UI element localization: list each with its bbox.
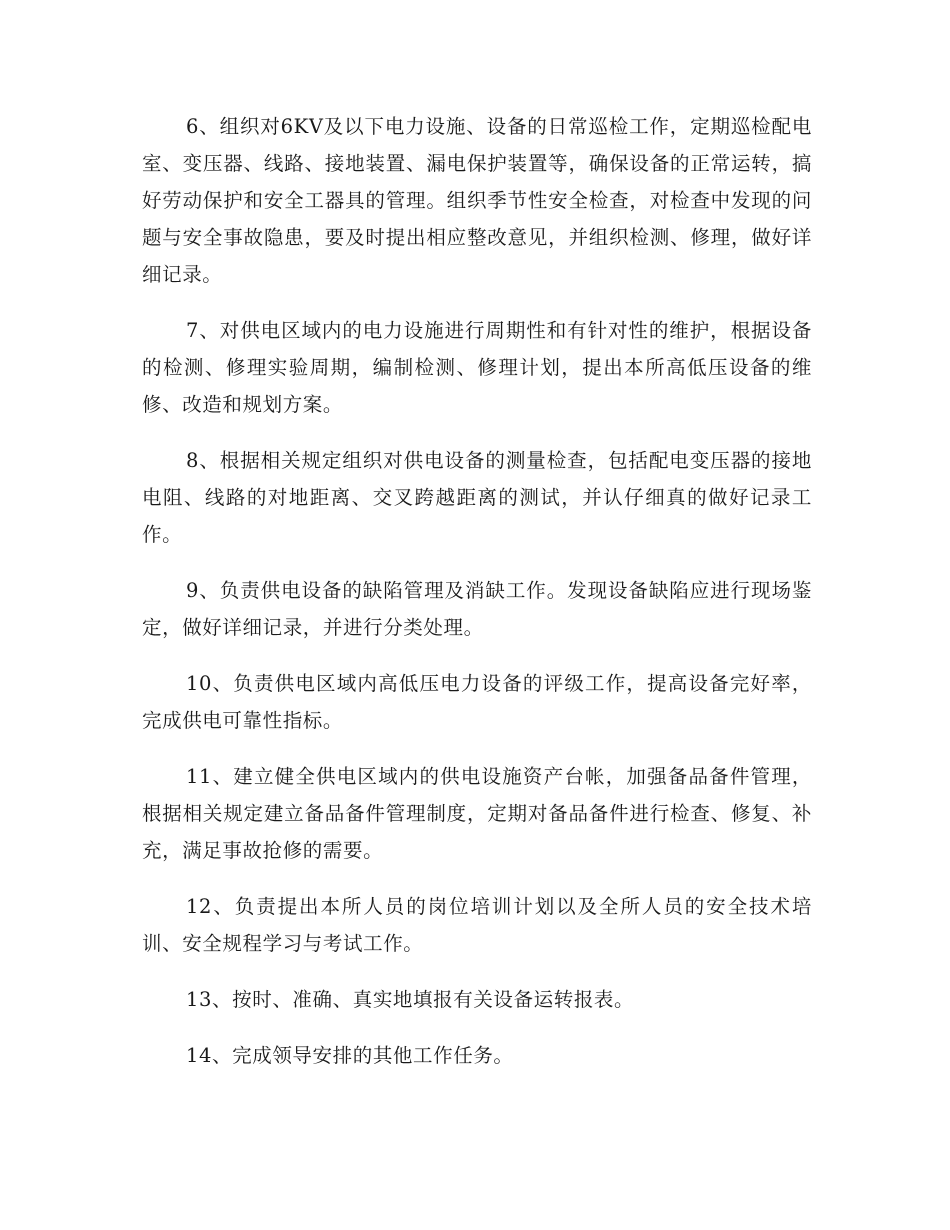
paragraph-item-9: 9、负责供电设备的缺陷管理及消缺工作。发现设备缺陷应进行现场鉴定，做好详细记录，并进行分类处理。 <box>142 579 812 639</box>
paragraph-item-12: 12、负责提出本所人员的岗位培训计划以及全所人员的安全技术培训、安全规程学习与考试工作。 <box>142 895 812 955</box>
paragraph-item-14: 14、完成领导安排的其他工作任务。 <box>186 1044 514 1067</box>
paragraph-item-7: 7、对供电区域内的电力设施进行周期性和有针对性的维护，根据设备的检测、修理实验周期，编制检测、修理计划，提出本所高低压设备的维修、改造和规划方案。 <box>142 319 812 416</box>
paragraph-item-6: 6、组织对6KV及以下电力设施、设备的日常巡检工作，定期巡检配电室、变压器、线路、接地装置、漏电保护装置等，确保设备的正常运转，搞好劳动保护和安全工器具的管理。组织季节性安全检查，对检查中发现的问题与安全事故隐患，要及时提出相应整改意见，并组织检测、修理，做好详细记录。 <box>142 115 812 286</box>
paragraph-item-8: 8、根据相关规定组织对供电设备的测量检查，包括配电变压器的接地电阻、线路的对地距离、交叉跨越距离的测试，并认仔细真的做好记录工作。 <box>142 449 812 546</box>
paragraph-item-11: 11、建立健全供电区域内的供电设施资产台帐，加强备品备件管理，根据相关规定建立备品备件管理制度，定期对备品备件进行检查、修复、补充，满足事故抢修的需要。 <box>142 765 812 862</box>
paragraph-item-10: 10、负责供电区域内高低压电力设备的评级工作，提高设备完好率，完成供电可靠性指标。 <box>142 672 812 732</box>
paragraph-item-13: 13、按时、准确、真实地填报有关设备运转报表。 <box>186 988 635 1011</box>
document-body <box>142 108 812 1093</box>
